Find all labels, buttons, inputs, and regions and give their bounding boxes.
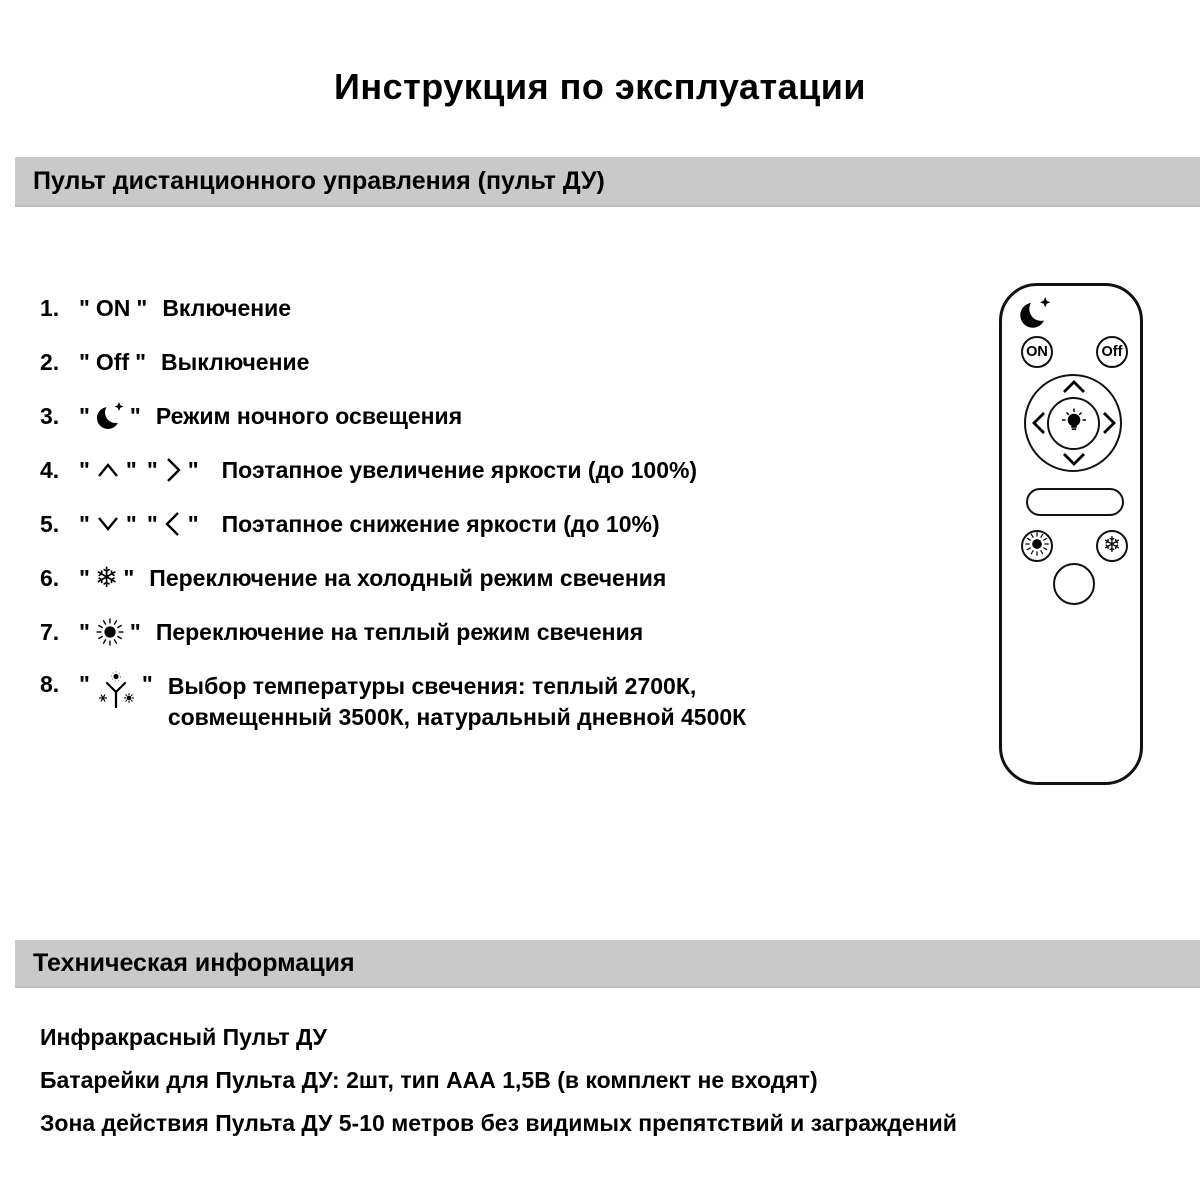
item-text: Включение (162, 294, 292, 321)
quote-mark: " (187, 510, 199, 537)
tech-line: Батарейки для Пульта ДУ: 2шт, тип ААА 1,5В (в комплект не входят) (40, 1067, 818, 1093)
item-text-line: Выбор температуры свечения: теплый 2700К, (167, 673, 697, 699)
quote-mark: " (79, 456, 90, 483)
list-item (40, 293, 746, 323)
quote-mark: " (79, 564, 90, 591)
quote-mark: " (136, 294, 148, 321)
item-text-multiline (168, 671, 746, 733)
right-chevron-icon (1102, 410, 1117, 441)
item-number: 7. (40, 618, 60, 645)
item-number: 5. (40, 510, 60, 537)
remote-on-button (1021, 336, 1053, 368)
item-number: 8. (40, 671, 60, 697)
down-chevron-icon (1061, 452, 1087, 472)
item-number: 3. (40, 402, 60, 429)
quote-mark: " (129, 618, 141, 645)
quote-mark: " (129, 402, 141, 429)
quote-mark: " (146, 456, 158, 483)
tech-info (40, 1022, 957, 1151)
quote-mark: " (125, 456, 137, 483)
quote-mark: " (123, 564, 135, 591)
tech-line: Инфракрасный Пульт ДУ (40, 1024, 327, 1050)
left-chevron-icon (163, 510, 183, 538)
remote-warm-button (1021, 530, 1053, 562)
quote-mark: " (79, 618, 90, 645)
quote-mark: " (146, 510, 158, 537)
section-header-remote (15, 157, 1200, 207)
quote-mark: " (79, 671, 90, 697)
section-header-tech-label: Техническая информация (33, 948, 355, 977)
quote-mark: " (79, 294, 90, 321)
remote-pill-button (1026, 488, 1124, 516)
snowflake-icon: ❄ (94, 561, 119, 594)
right-chevron-icon (163, 456, 183, 484)
item-text: Переключение на холодный режим свечения (149, 564, 667, 591)
section-header-remote-label: Пульт дистанционного управления (пульт ДУ) (33, 166, 605, 195)
quote-mark: " (79, 510, 90, 537)
temperature-select-icon (95, 671, 137, 711)
list-item (40, 671, 746, 733)
up-chevron-icon (1061, 379, 1087, 399)
quote-mark: " (79, 402, 90, 429)
remote-center-button (1047, 397, 1100, 450)
left-chevron-icon (1031, 410, 1046, 441)
quote-mark: " (125, 510, 137, 537)
item-text: Режим ночного освещения (155, 402, 463, 429)
moon-icon (95, 401, 125, 431)
item-text: Поэтапное увеличение яркости (до 100%) (221, 456, 698, 483)
remote-off-label: Off (1101, 344, 1123, 360)
down-chevron-icon (95, 513, 121, 535)
instruction-list (40, 293, 746, 757)
light-bulb-icon (1056, 403, 1092, 444)
page-title: Инструкция по эксплуатации (333, 66, 867, 107)
quote-mark: " (141, 671, 153, 697)
item-text-line: совмещенный 3500К, натуральный дневной 4500К (167, 704, 747, 730)
quote-mark: " (135, 348, 147, 375)
section-header-tech (15, 940, 1200, 988)
item-text: Переключение на теплый режим свечения (155, 618, 644, 645)
item-number: 1. (40, 294, 60, 321)
on-symbol: ON (95, 294, 131, 321)
item-number: 2. (40, 348, 60, 375)
list-item (40, 455, 746, 485)
item-text: Выключение (161, 348, 310, 375)
list-item (40, 617, 746, 647)
tech-line: Зона действия Пульта ДУ 5-10 метров без видимых препятствий и заграждений (40, 1110, 957, 1136)
list-item (40, 401, 746, 431)
moon-icon (1018, 296, 1052, 335)
item-text: Поэтапное снижение яркости (до 10%) (221, 510, 660, 537)
snowflake-icon: ❄ (1102, 533, 1122, 558)
item-number: 4. (40, 456, 60, 483)
item-number: 6. (40, 564, 60, 591)
up-chevron-icon (95, 459, 121, 481)
remote-on-label: ON (1026, 344, 1048, 360)
quote-mark: " (79, 348, 90, 375)
remote-off-button (1096, 336, 1128, 368)
quote-mark: " (187, 456, 199, 483)
remote-cold-button (1096, 530, 1128, 562)
remote-bottom-button (1053, 563, 1095, 605)
list-item (40, 347, 746, 377)
warm-sun-icon (95, 617, 125, 647)
list-item (40, 563, 746, 593)
warm-sun-icon (1024, 531, 1050, 562)
list-item (40, 509, 746, 539)
remote-control-illustration (999, 283, 1143, 785)
off-symbol: Off (95, 348, 130, 375)
